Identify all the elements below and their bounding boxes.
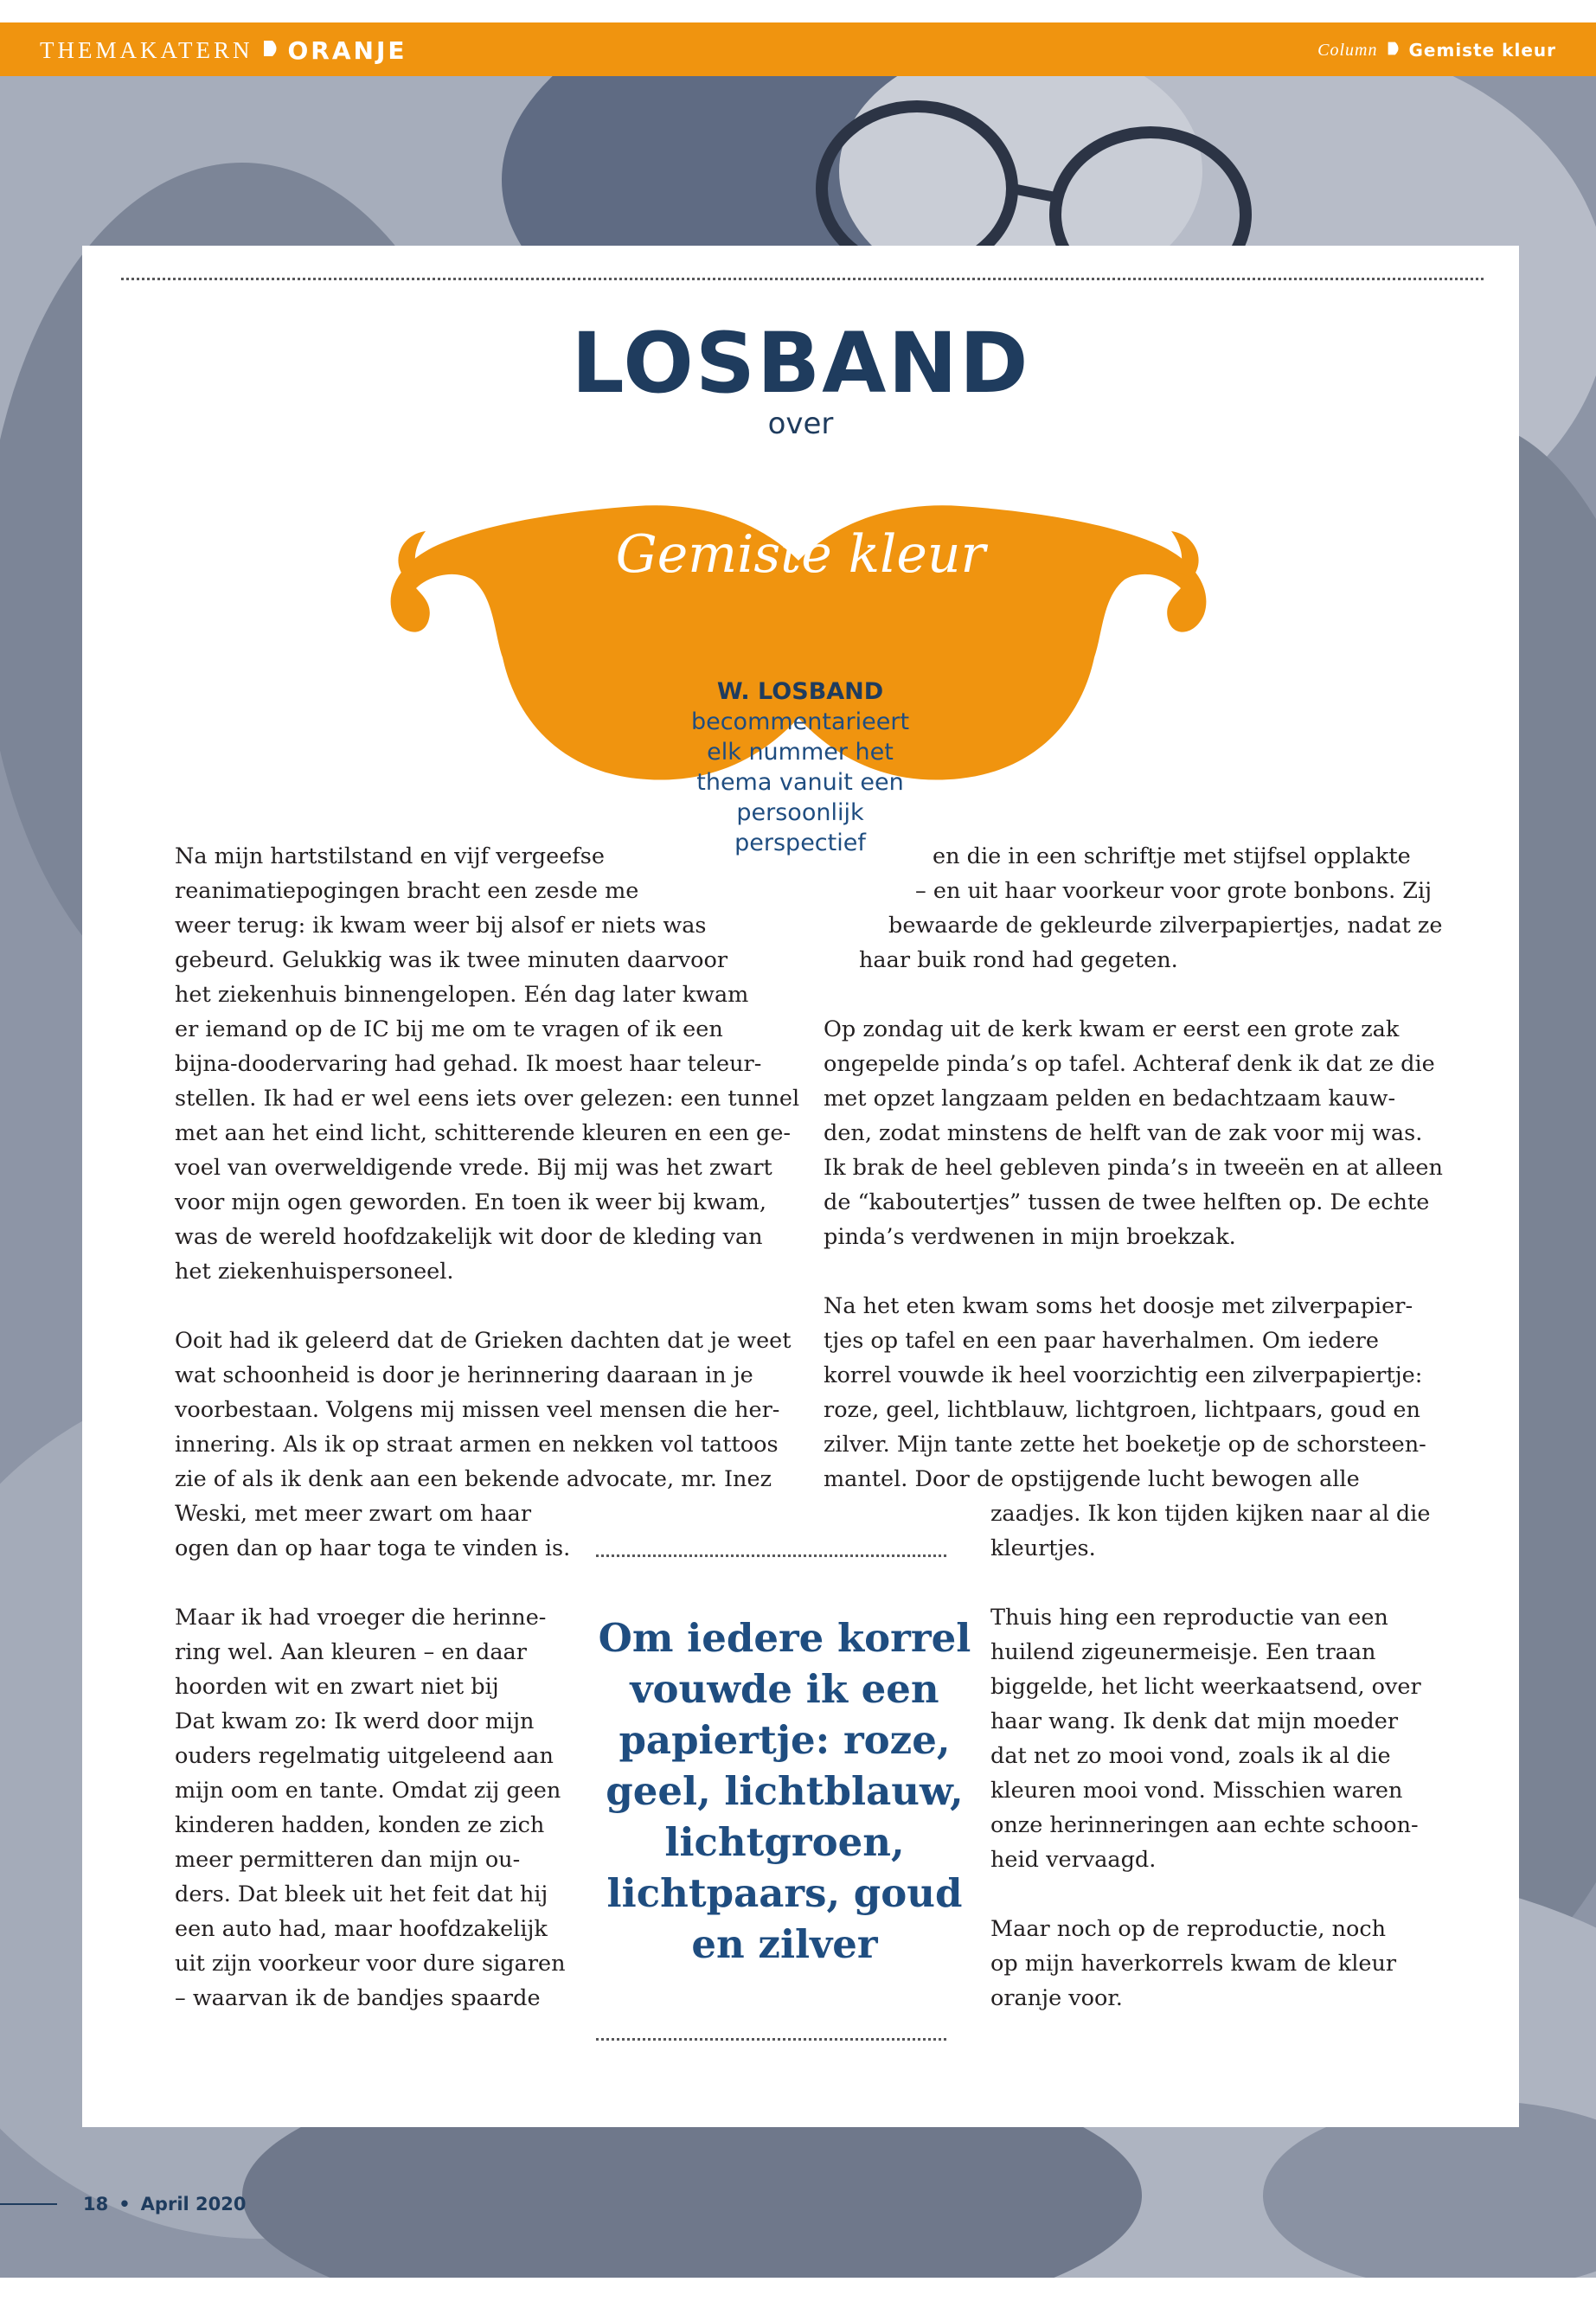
body-line: – waarvan ik de bandjes spaarde bbox=[175, 1985, 541, 2011]
column-label: Column bbox=[1317, 40, 1378, 60]
body-line: dat net zo mooi vond, zoals ik al die bbox=[990, 1743, 1391, 1769]
section-label: THEMAKATERN bbox=[40, 36, 253, 63]
body-line: heid vervaagd. bbox=[990, 1847, 1157, 1873]
body-line: ongepelde pinda’s op tafel. Achteraf denk ik dat ze die bbox=[824, 1051, 1435, 1077]
body-line bbox=[175, 1566, 799, 1600]
body-line: reanimatiepogingen bracht een zesde me bbox=[175, 878, 639, 904]
author-byline bbox=[670, 676, 930, 858]
byline-line: thema vanuit een bbox=[696, 769, 904, 796]
body-column-3 bbox=[990, 1497, 1430, 2016]
body-line: Maar ik had vroeger die herinne- bbox=[175, 1605, 547, 1631]
byline-line: elk nummer het bbox=[707, 739, 894, 766]
body-line: Op zondag uit de kerk kwam er eerst een grote zak bbox=[824, 1016, 1400, 1042]
body-line: meer permitteren dan mijn ou- bbox=[175, 1847, 521, 1873]
body-line: wat schoonheid is door je herinnering daaraan in je bbox=[175, 1362, 753, 1388]
body-column-2-top-line: en die in een schriftje met stijfsel opplakte bbox=[933, 843, 1411, 869]
byline-line: persoonlijk bbox=[736, 799, 864, 826]
body-line: gebeurd. Gelukkig was ik twee minuten daarvoor bbox=[175, 947, 728, 973]
body-line: de “kaboutertjes” tussen de twee helften op. De echte bbox=[824, 1189, 1430, 1215]
column-breadcrumb bbox=[1317, 35, 1556, 66]
body-line: hoorden wit en zwart niet bij bbox=[175, 1674, 499, 1700]
page-number: 18 bbox=[83, 2194, 109, 2214]
body-line: het ziekenhuispersoneel. bbox=[175, 1259, 454, 1285]
body-column-2-top-line: haar buik rond had gegeten. bbox=[859, 947, 1178, 973]
body-line: kinderen hadden, konden ze zich bbox=[175, 1812, 545, 1838]
article-subject: Gemiste kleur bbox=[615, 524, 986, 585]
bullet-separator: • bbox=[119, 2194, 131, 2214]
top-dotted-divider bbox=[121, 278, 1484, 280]
body-line: innering. Als ik op straat armen en nekken vol tattoos bbox=[175, 1432, 779, 1458]
body-line: ring wel. Aan kleuren – en daar bbox=[175, 1639, 527, 1665]
body-line: een auto had, maar hoofdzakelijk bbox=[175, 1916, 548, 1942]
body-column-2 bbox=[824, 1012, 1443, 1497]
body-line: Weski, met meer zwart om haar bbox=[175, 1501, 532, 1527]
body-line: huilend zigeunermeisje. Een traan bbox=[990, 1639, 1376, 1665]
body-line: ogen dan op haar toga te vinden is. bbox=[175, 1535, 571, 1561]
body-line: zilver. Mijn tante zette het boeketje op de schorsteen- bbox=[824, 1432, 1426, 1458]
issue-date: April 2020 bbox=[140, 2194, 247, 2214]
article-over: over bbox=[767, 407, 834, 441]
arrow-right-icon bbox=[1387, 41, 1402, 61]
body-line: het ziekenhuis binnengelopen. Eén dag later kwam bbox=[175, 982, 749, 1008]
section-breadcrumb bbox=[40, 35, 407, 66]
body-line: pinda’s verdwenen in mijn broekzak. bbox=[824, 1224, 1236, 1250]
section-header-bar bbox=[0, 22, 1596, 76]
author-name: W. LOSBAND bbox=[716, 678, 884, 705]
body-line: onze herinneringen aan echte schoon- bbox=[990, 1812, 1419, 1838]
body-line: bijna-doodervaring had gehad. Ik moest haar teleur- bbox=[175, 1051, 762, 1077]
body-line: stellen. Ik had er wel eens iets over gelezen: een tunnel bbox=[175, 1086, 800, 1112]
body-line: zie of als ik denk aan een bekende advocate, mr. Inez bbox=[175, 1466, 772, 1492]
body-line: voel van overweldigende vrede. Bij mij was het zwart bbox=[175, 1155, 772, 1181]
byline-line: becommentarieert bbox=[690, 708, 910, 735]
quote-bottom-divider bbox=[596, 2038, 946, 2041]
byline-line: perspectief bbox=[734, 830, 866, 856]
body-line: was de wereld hoofdzakelijk wit door de kleding van bbox=[175, 1224, 763, 1250]
body-line: Na het eten kwam soms het doosje met zilverpapier- bbox=[824, 1293, 1413, 1319]
body-line: voor mijn ogen geworden. En toen ik weer bij kwam, bbox=[175, 1189, 766, 1215]
body-line: op mijn haverkorrels kwam de kleur bbox=[990, 1951, 1397, 1977]
quote-top-divider bbox=[596, 1554, 946, 1557]
body-line: Thuis hing een reproductie van een bbox=[990, 1605, 1388, 1631]
body-line: Maar noch op de reproductie, noch bbox=[990, 1916, 1387, 1942]
body-line: ders. Dat bleek uit het feit dat hij bbox=[175, 1881, 548, 1907]
body-line: biggelde, het licht weerkaatsend, over bbox=[990, 1674, 1421, 1700]
body-line: oranje voor. bbox=[990, 1985, 1123, 2011]
column-title: Gemiste kleur bbox=[1408, 40, 1556, 61]
body-line: korrel vouwde ik heel voorzichtig een zilverpapiertje: bbox=[824, 1362, 1423, 1388]
theme-label: ORANJE bbox=[287, 35, 407, 65]
body-line bbox=[175, 1289, 799, 1324]
body-line: Dat kwam zo: Ik werd door mijn bbox=[175, 1708, 535, 1734]
body-line: kleuren mooi vond. Misschien waren bbox=[990, 1778, 1403, 1804]
footer-rule bbox=[0, 2203, 57, 2205]
body-line: met aan het eind licht, schitterende kleuren en een ge- bbox=[175, 1120, 792, 1146]
body-line: er iemand op de IC bij me om te vragen of ik een bbox=[175, 1016, 723, 1042]
article-title: LOSBAND bbox=[571, 315, 1030, 412]
body-line: den, zodat minstens de helft van de zak voor mij was. bbox=[824, 1120, 1423, 1146]
body-line: Ooit had ik geleerd dat de Grieken dachten dat je weet bbox=[175, 1328, 792, 1354]
pull-quote: Om iedere korrel vouwde ik een papiertje: roze, geel, lichtblauw, lichtgroen, lichtpaars, goud en zilver bbox=[598, 1615, 971, 1967]
body-line: zaadjes. Ik kon tijden kijken naar al die bbox=[990, 1501, 1431, 1527]
body-line: ouders regelmatig uitgeleend aan bbox=[175, 1743, 554, 1769]
body-line: weer terug: ik kwam weer bij alsof er niets was bbox=[175, 913, 707, 939]
body-line: haar wang. Ik denk dat mijn moeder bbox=[990, 1708, 1399, 1734]
arrow-right-icon bbox=[262, 39, 281, 62]
body-column-2-top-line: – en uit haar voorkeur voor grote bonbons. Zij bbox=[915, 878, 1433, 904]
body-line bbox=[990, 1877, 1430, 1912]
article-card bbox=[82, 246, 1519, 2127]
body-line bbox=[990, 1566, 1430, 1600]
body-column-2-top-line: bewaarde de gekleurde zilverpapiertjes, nadat ze bbox=[888, 913, 1443, 939]
body-line: Ik brak de heel gebleven pinda’s in tweeën en at alleen bbox=[824, 1155, 1443, 1181]
body-line: Na mijn hartstilstand en vijf vergeefse bbox=[175, 843, 605, 869]
body-line: kleurtjes. bbox=[990, 1535, 1096, 1561]
body-line bbox=[824, 1254, 1443, 1289]
body-line: met opzet langzaam pelden en bedachtzaam kauw- bbox=[824, 1086, 1396, 1112]
body-line: roze, geel, lichtblauw, lichtgroen, lichtpaars, goud en bbox=[824, 1397, 1420, 1423]
body-line: tjes op tafel en een paar haverhalmen. Om iedere bbox=[824, 1328, 1379, 1354]
body-line: mijn oom en tante. Omdat zij geen bbox=[175, 1778, 561, 1804]
body-line: voorbestaan. Volgens mij missen veel mensen die her- bbox=[175, 1397, 780, 1423]
page-footer bbox=[0, 2189, 246, 2220]
body-line: mantel. Door de opstijgende lucht bewogen alle bbox=[824, 1466, 1360, 1492]
body-line: uit zijn voorkeur voor dure sigaren bbox=[175, 1951, 566, 1977]
